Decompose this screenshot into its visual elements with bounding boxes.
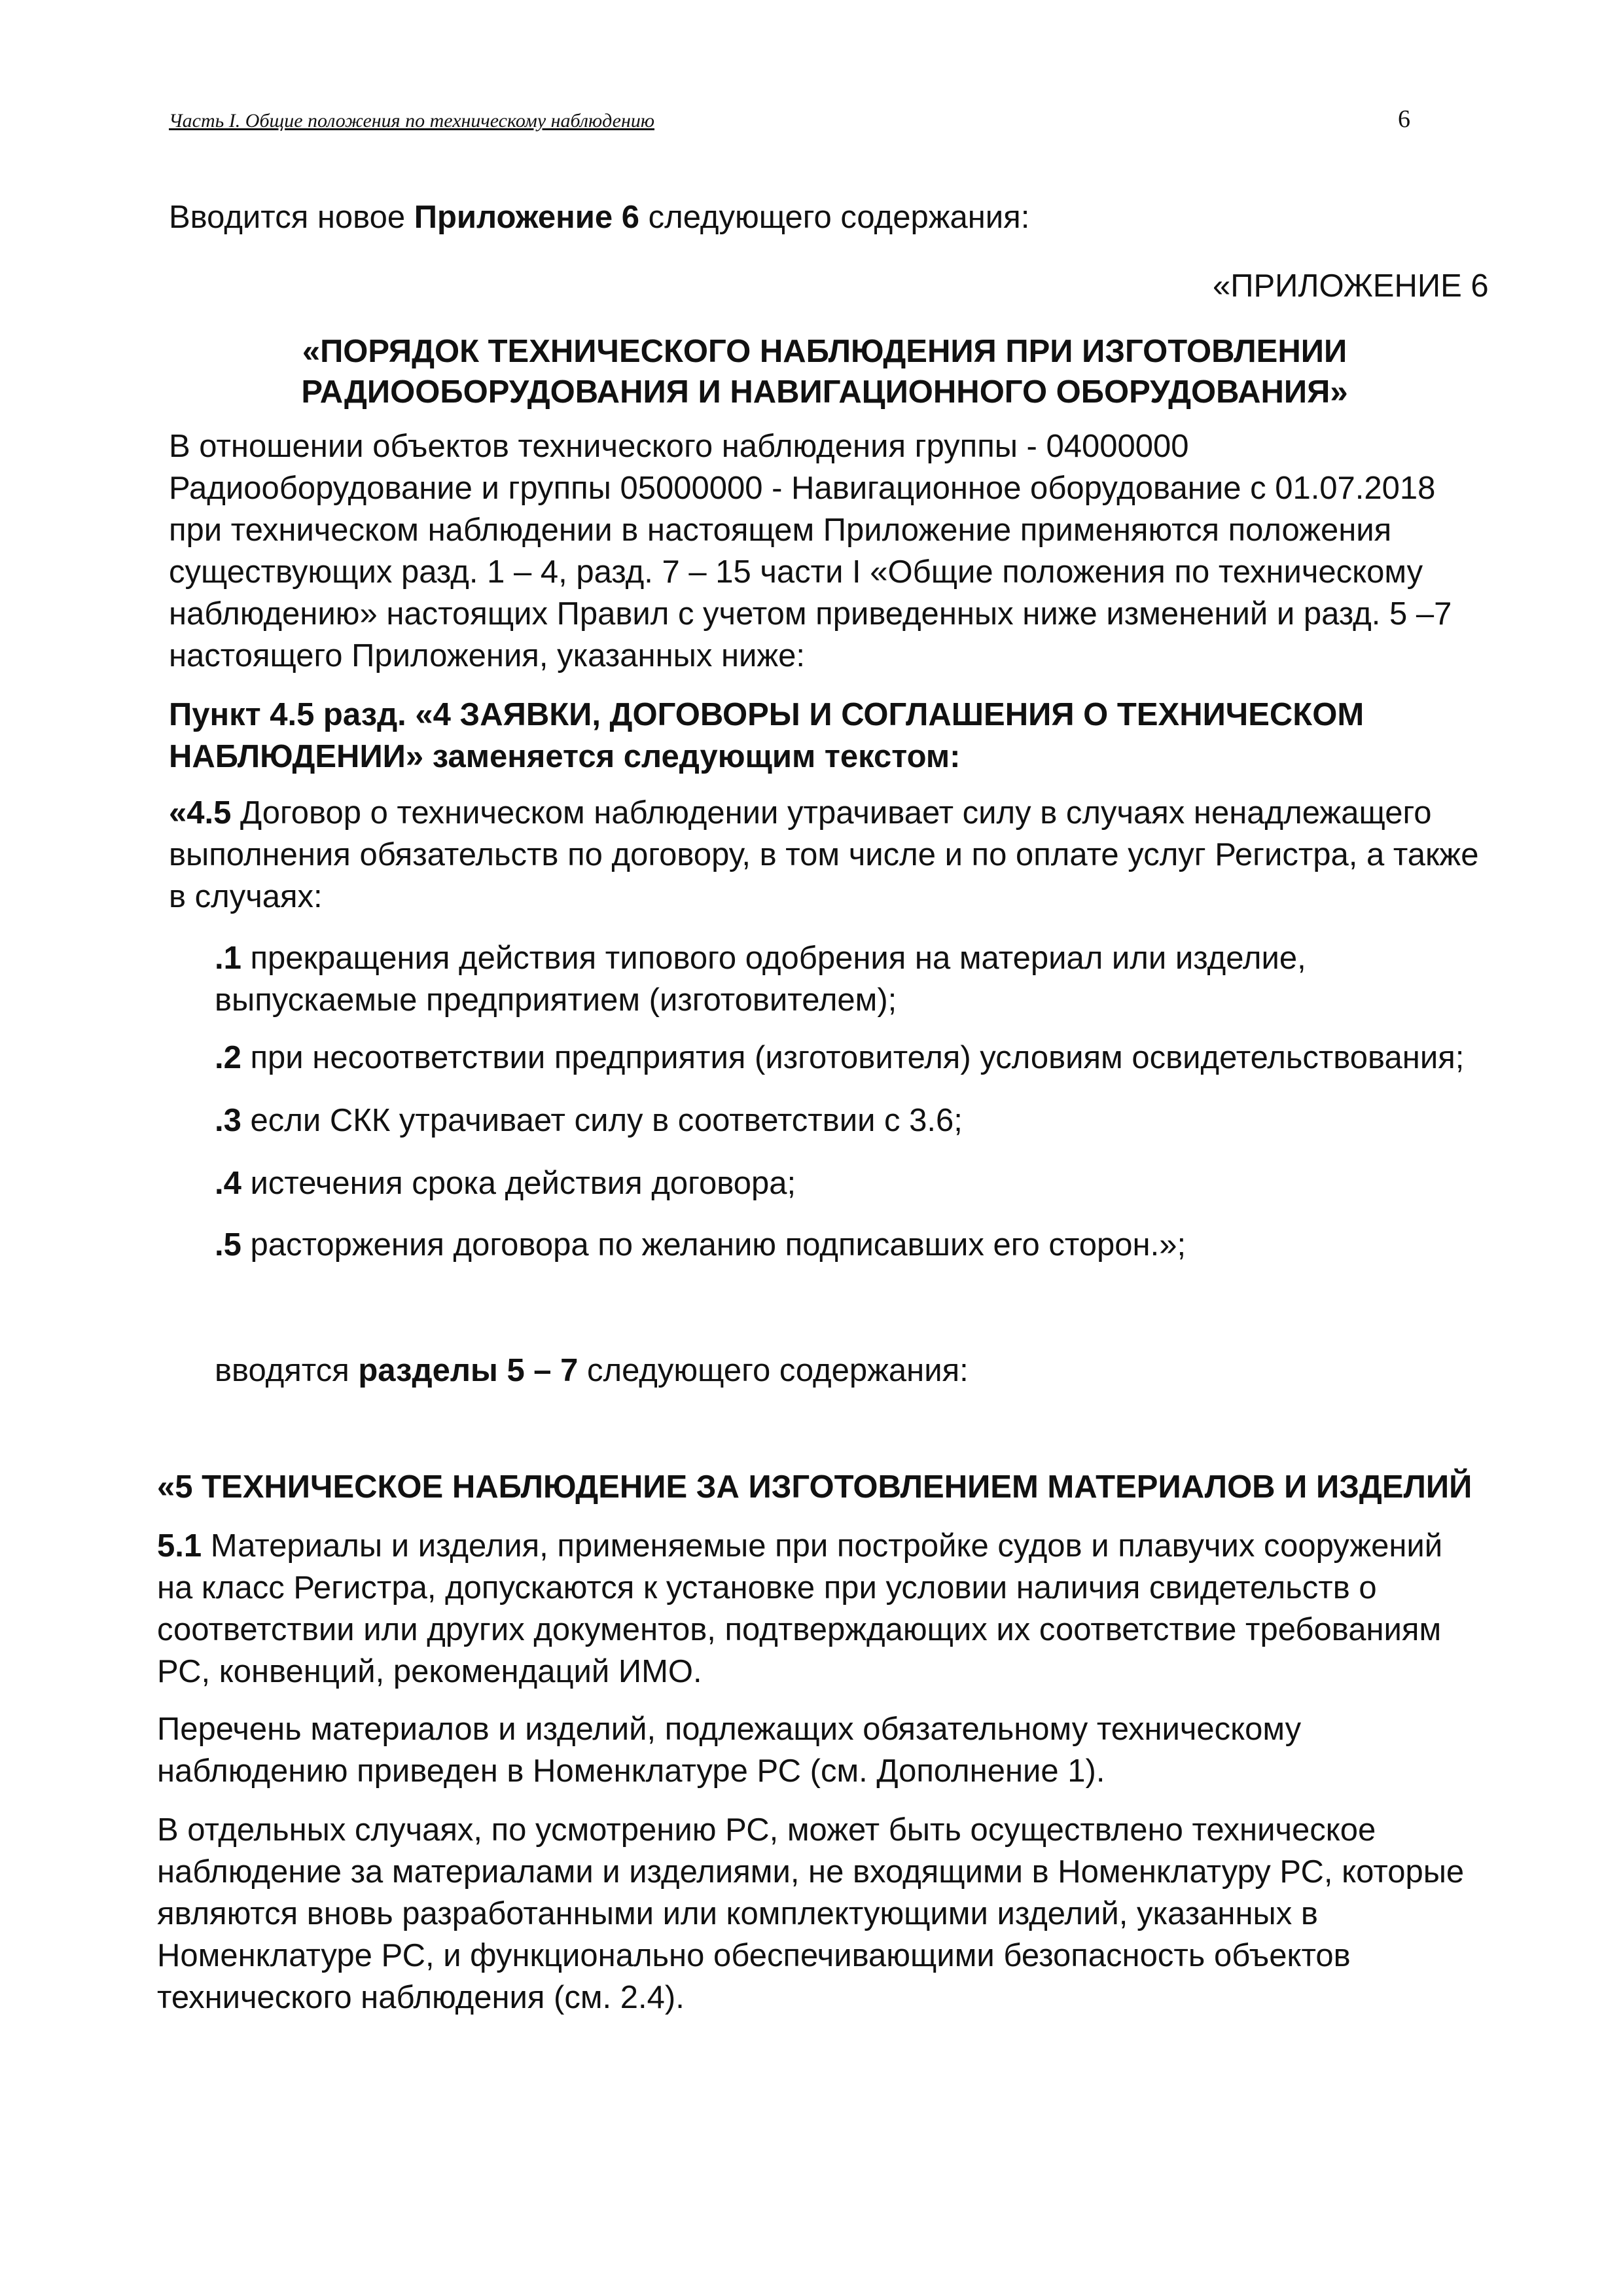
sections-intro-bold: разделы 5 – 7 bbox=[358, 1353, 579, 1388]
section5-p1-line: РС, конвенций, рекомендаций ИМО. bbox=[157, 1654, 702, 1689]
appendix-title-line1: «ПОРЯДОК ТЕХНИЧЕСКОГО НАБЛЮДЕНИЯ ПРИ ИЗГОТОВЛЕНИИ bbox=[302, 334, 1347, 369]
clause-text: Договор о техническом наблюдении утрачивает силу в случаях ненадлежащего bbox=[231, 795, 1432, 831]
item-text: прекращения действия типового одобрения на материал или изделие, bbox=[241, 941, 1306, 976]
intro-text-end: следующего содержания: bbox=[639, 200, 1030, 235]
item-text: истечения срока действия договора; bbox=[241, 1166, 796, 1201]
appendix-label: «ПРИЛОЖЕНИЕ 6 bbox=[1213, 268, 1489, 304]
section5-p1-line: соответствии или других документов, подтверждающих их соответствие требованиям bbox=[157, 1612, 1442, 1647]
item-number: .1 bbox=[215, 941, 241, 976]
appendix-title-line2: РАДИООБОРУДОВАНИЯ И НАВИГАЦИОННОГО ОБОРУДОВАНИЯ» bbox=[301, 374, 1348, 410]
section5-p2-line: наблюдению приведен в Номенклатуре РС (см. Дополнение 1). bbox=[157, 1753, 1105, 1789]
sections-intro bbox=[215, 1350, 969, 1391]
section5-heading: «5 ТЕХНИЧЕСКОЕ НАБЛЮДЕНИЕ ЗА ИЗГОТОВЛЕНИЕМ МАТЕРИАЛОВ И ИЗДЕЛИЙ bbox=[157, 1469, 1472, 1505]
item-number: .3 bbox=[215, 1103, 241, 1138]
scope-line: наблюдению» настоящих Правил с учетом приведенных ниже изменений и разд. 5 –7 bbox=[169, 596, 1452, 632]
intro-line bbox=[169, 196, 1029, 238]
list-item bbox=[215, 1037, 1464, 1079]
sections-intro-text-end: следующего содержания: bbox=[578, 1353, 969, 1388]
page-number: 6 bbox=[1398, 105, 1410, 133]
item-text: если СКК утрачивает силу в соответствии с 3.6; bbox=[241, 1103, 963, 1138]
list-item-continuation: выпускаемые предприятием (изготовителем); bbox=[215, 982, 897, 1018]
section5-p3-line: В отдельных случаях, по усмотрению РС, может быть осуществлено техническое bbox=[157, 1812, 1376, 1848]
intro-bold: Приложение 6 bbox=[414, 200, 639, 235]
scope-line: Радиооборудование и группы 05000000 - Навигационное оборудование с 01.07.2018 bbox=[169, 471, 1436, 506]
clause-4-5-line2: выполнения обязательств по договору, в том числе и по оплате услуг Регистра, а также bbox=[169, 837, 1479, 872]
amendment-line2: НАБЛЮДЕНИИ» заменяется следующим текстом: bbox=[169, 739, 961, 774]
list-item bbox=[215, 1100, 963, 1141]
section5-p3-line: являются вновь разработанными или комплектующими изделий, указанных в bbox=[157, 1896, 1318, 1931]
list-item bbox=[215, 937, 1306, 979]
scope-line: В отношении объектов технического наблюдения группы - 04000000 bbox=[169, 429, 1189, 464]
intro-text: Вводится новое bbox=[169, 200, 414, 235]
section5-p1-line: на класс Регистра, допускаются к установке при условии наличия свидетельств о bbox=[157, 1570, 1377, 1605]
list-item bbox=[215, 1224, 1186, 1266]
clause-4-5-line1 bbox=[169, 792, 1432, 834]
section5-p1-line1 bbox=[157, 1525, 1442, 1567]
item-number: .5 bbox=[215, 1227, 241, 1263]
section5-p3-line: наблюдение за материалами и изделиями, не входящими в Номенклатуру РС, которые bbox=[157, 1854, 1465, 1890]
section5-p3-line: Номенклатуре РС, и функционально обеспечивающими безопасность объектов bbox=[157, 1938, 1351, 1973]
item-text: при несоответствии предприятия (изготовителя) условиям освидетельствования; bbox=[241, 1040, 1465, 1075]
item-number: .4 bbox=[215, 1166, 241, 1201]
scope-line: при техническом наблюдении в настоящем Приложение применяются положения bbox=[169, 512, 1392, 548]
running-header: Часть I. Общие положения по техническому наблюдению bbox=[169, 110, 655, 132]
clause-number: «4.5 bbox=[169, 795, 232, 831]
list-item bbox=[215, 1162, 796, 1204]
amendment-line1: Пункт 4.5 разд. «4 ЗАЯВКИ, ДОГОВОРЫ И СОГЛАШЕНИЯ О ТЕХНИЧЕСКОМ bbox=[169, 697, 1364, 732]
scope-line: настоящего Приложения, указанных ниже: bbox=[169, 638, 806, 673]
item-number: .2 bbox=[215, 1040, 241, 1075]
scope-line: существующих разд. 1 – 4, разд. 7 – 15 части I «Общие положения по техническому bbox=[169, 554, 1423, 590]
section5-p2-line: Перечень материалов и изделий, подлежащих обязательному техническому bbox=[157, 1712, 1302, 1747]
paragraph-number: 5.1 bbox=[157, 1528, 202, 1564]
item-text: расторжения договора по желанию подписавших его сторон.»; bbox=[241, 1227, 1186, 1263]
clause-4-5-line3: в случаях: bbox=[169, 879, 323, 914]
sections-intro-text: вводятся bbox=[215, 1353, 359, 1388]
paragraph-text: Материалы и изделия, применяемые при постройке судов и плавучих сооружений bbox=[202, 1528, 1443, 1564]
section5-p3-line: технического наблюдения (см. 2.4). bbox=[157, 1980, 685, 2015]
